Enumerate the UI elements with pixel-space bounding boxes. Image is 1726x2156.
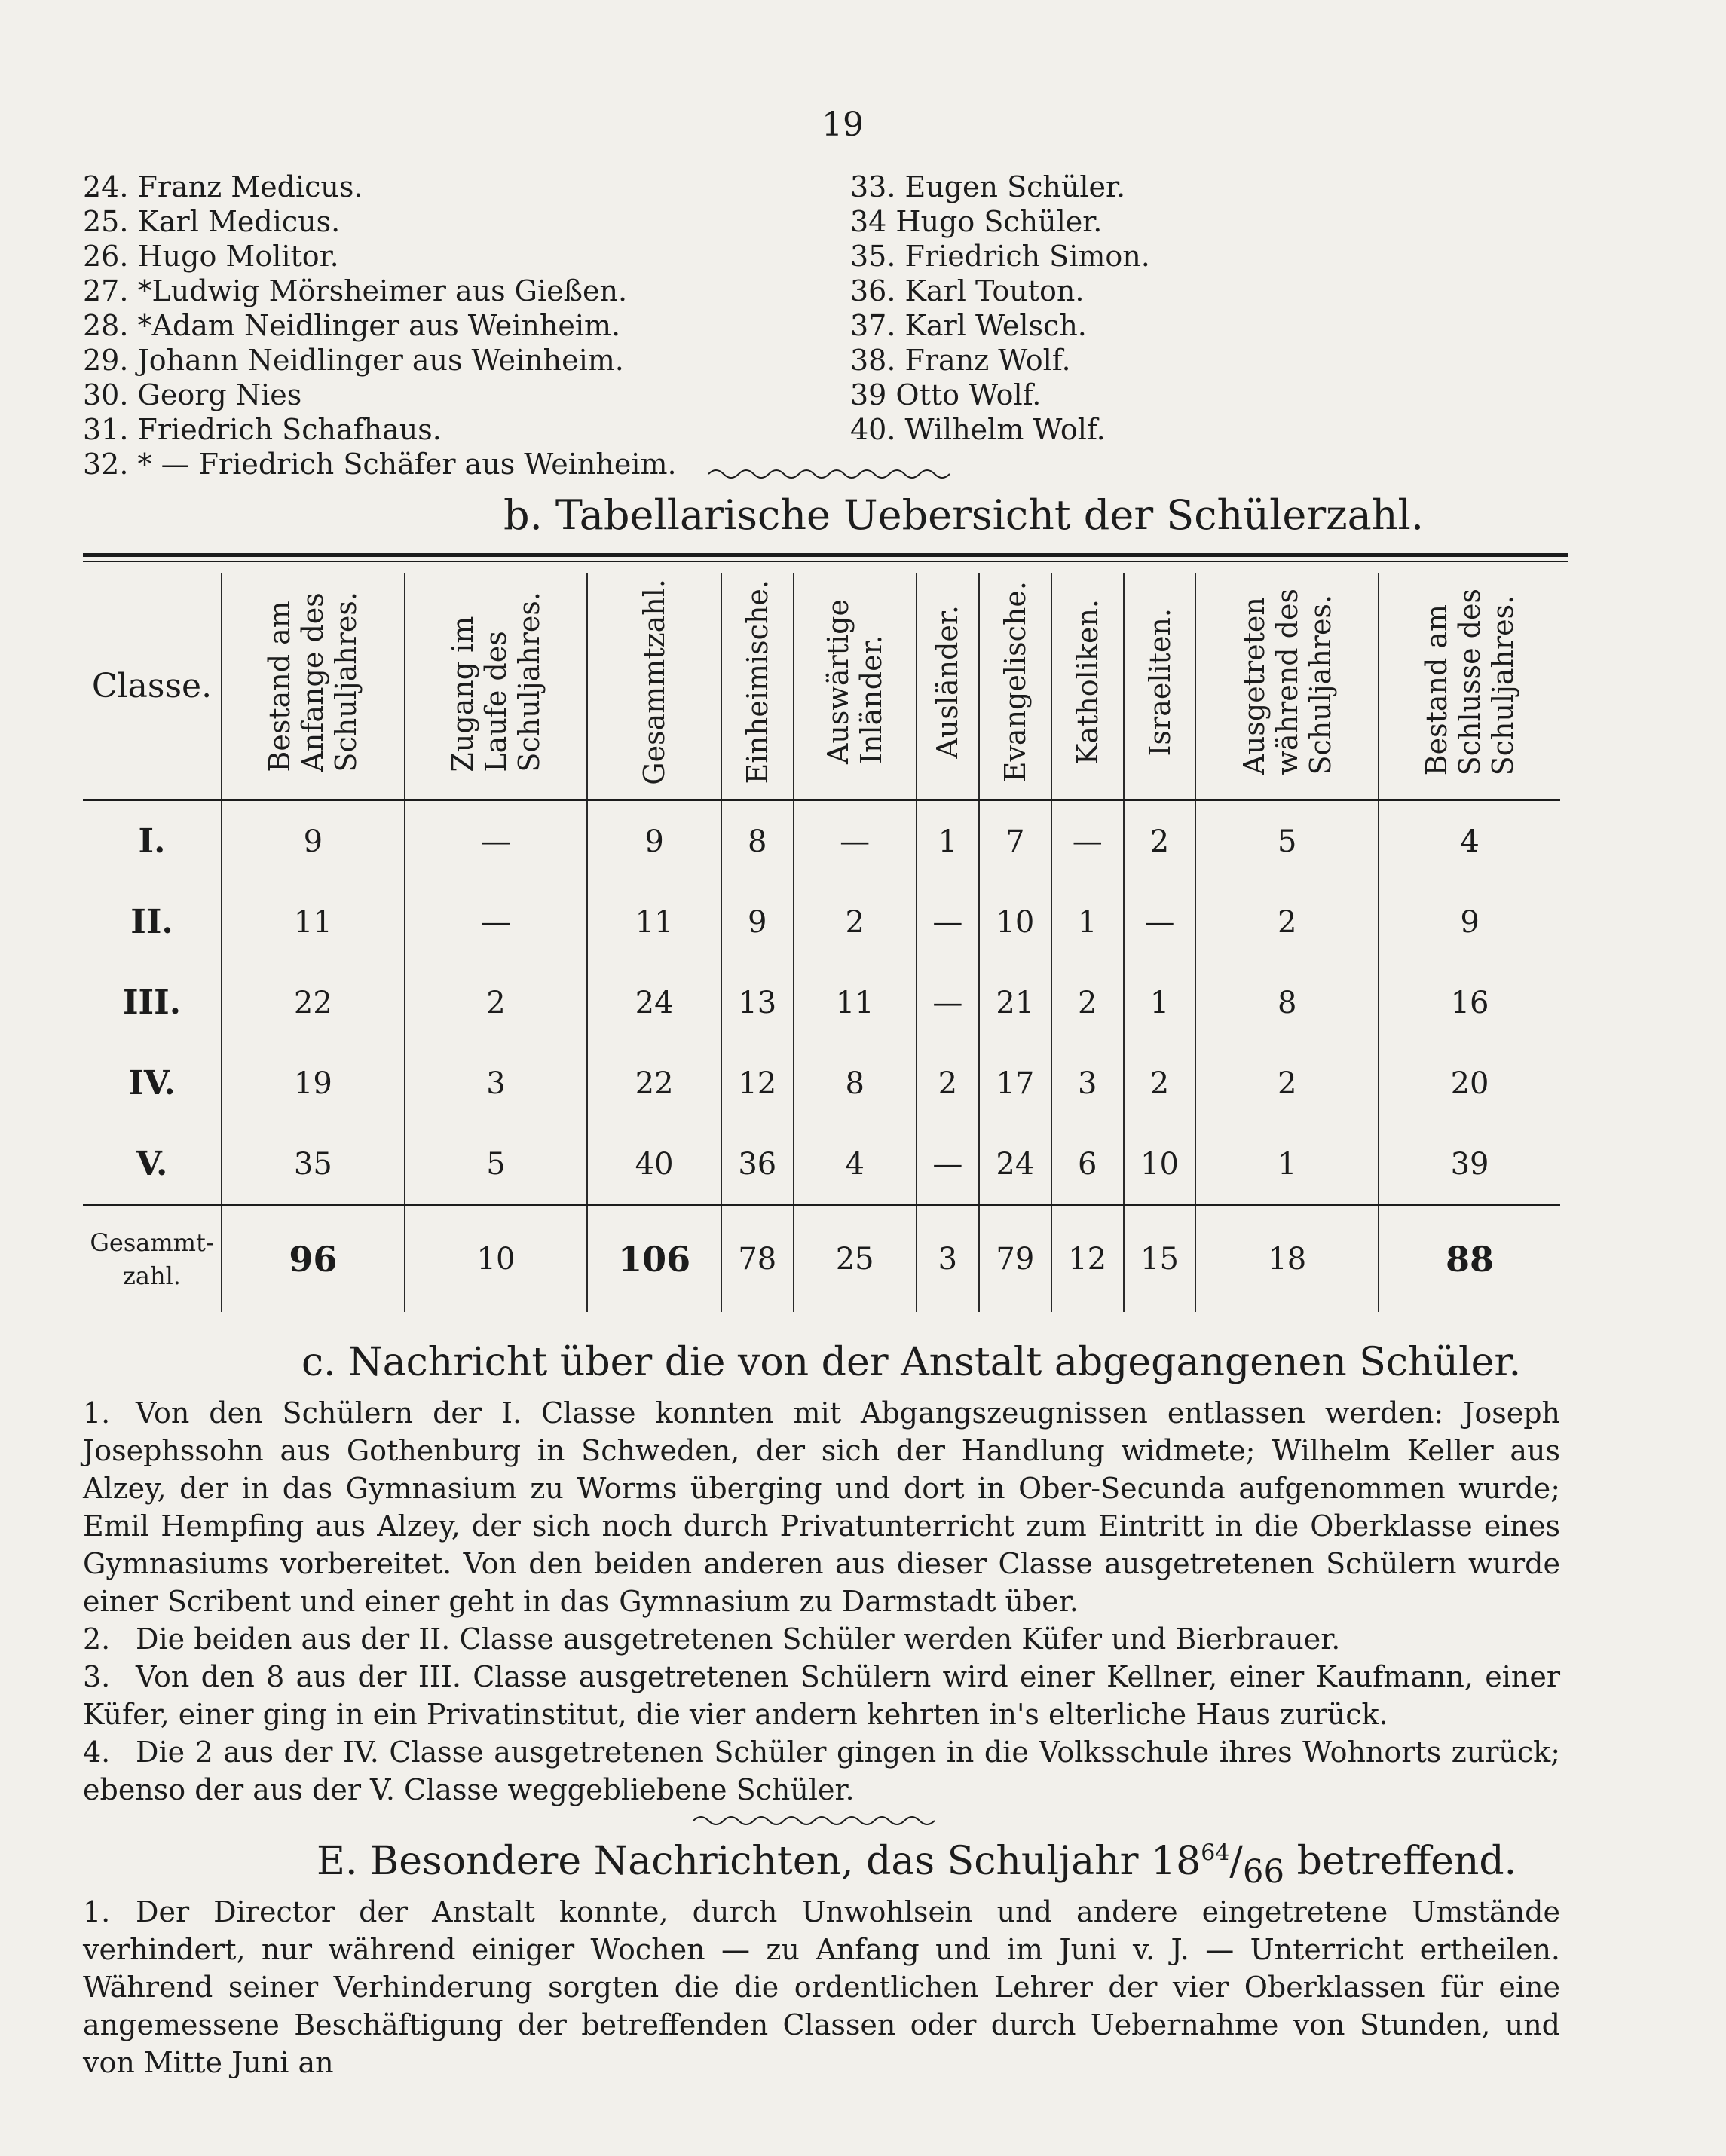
table-cell: 2 [1051,962,1124,1043]
header-cell [405,573,588,800]
paragraph [83,1658,1560,1733]
header-cell [1051,573,1124,800]
total-label-line: zahl. [123,1261,181,1290]
header-cell [1379,573,1560,800]
ornamental-divider [693,1812,935,1830]
table-cell: — [1051,800,1124,882]
paragraph-number: 3. [83,1660,111,1693]
table-cell: — [917,882,979,962]
section-e-title-post: betreffend. [1284,1839,1517,1884]
header-label: Bestand am Schlusse des Schuljahres. [1420,588,1520,776]
list-item: 25. Karl Medicus. [83,205,341,238]
list-item: 32. * — Friedrich Schäfer aus Weinheim. [83,448,677,481]
header-cell [721,573,794,800]
table-cell: 22 [222,962,405,1043]
total-cell: 3 [917,1206,979,1313]
header-cell [1124,573,1196,800]
list-item: 31. Friedrich Schafhaus. [83,413,442,446]
table-cell: 5 [405,1124,588,1206]
table-cell: 2 [1124,1043,1196,1124]
total-cell: 12 [1051,1206,1124,1313]
paragraph [83,1733,1560,1809]
list-item: 27. *Ludwig Mörsheimer aus Gießen. [83,274,628,307]
list-item: 40. Wilhelm Wolf. [850,413,1106,446]
total-cell: 18 [1195,1206,1379,1313]
table-cell: — [405,882,588,962]
table-cell: 12 [721,1043,794,1124]
header-label: Katholiken. [1070,598,1104,766]
table-cell: — [1124,882,1196,962]
table-cell: — [917,962,979,1043]
header-label: Israeliten. [1143,607,1177,757]
total-cell: 25 [794,1206,917,1313]
paragraph-number: 1. [83,1895,111,1928]
table-cell: 2 [917,1043,979,1124]
paragraph-number: 2. [83,1622,111,1656]
header-cell [1195,573,1379,800]
list-item: 26. Hugo Molitor. [83,240,339,273]
list-item: 35. Friedrich Simon. [850,240,1150,273]
list-item: 24. Franz Medicus. [83,170,363,203]
header-cell [794,573,917,800]
total-cell: 96 [222,1206,405,1313]
paragraph-text: Die 2 aus der IV. Classe ausgetretenen Schüler gingen in die Volksschule ihres Wohnorts zurück; ebenso der aus der V. Classe weggebliebene Schüler. [83,1736,1560,1806]
table-cell: 2 [1195,882,1379,962]
header-label: Einheimische. [740,580,774,784]
paragraph-number: 1. [83,1396,111,1430]
paragraph-text: Die beiden aus der II. Classe ausgetretenen Schüler werden Küfer und Bierbrauer. [136,1622,1341,1656]
table-row [83,962,1560,1043]
table-cell: 8 [1195,962,1379,1043]
header-label: Zugang im Laufe des Schuljahres. [446,592,546,772]
table-cell: 35 [222,1124,405,1206]
list-item: 30. Georg Nies [83,378,302,411]
table-cell: 1 [917,800,979,882]
table-header-row [83,573,1560,800]
paragraph-text: Von den 8 aus der III. Classe ausgetretenen Schülern wird einer Kellner, einer Kaufmann, einer Küfer, einer ging in ein Privatinstitut, die vier andern kehrten in's elterliche Haus zurück. [83,1660,1560,1731]
section-b-heading: b. Tabellarische Uebersicht der Schülerzahl. [503,491,1424,539]
header-cell [587,573,721,800]
table-cell: 3 [405,1043,588,1124]
header-classe: Classe. [83,573,222,800]
table-cell: 2 [1124,800,1196,882]
table-top-rule-thin [83,561,1568,562]
table-cell: 10 [1124,1124,1196,1206]
table-cell: 9 [222,800,405,882]
table-cell: 9 [587,800,721,882]
table-cell: 1 [1195,1124,1379,1206]
list-item: 37. Karl Welsch. [850,309,1087,342]
header-cell [917,573,979,800]
student-list-right [850,170,1378,447]
table-cell: 2 [794,882,917,962]
section-e-title-pre: E. Besondere Nachrichten, das Schuljahr 18 [317,1839,1201,1884]
paragraph-text: Von den Schülern der I. Classe konnten mit Abgangszeugnissen entlassen werden: Joseph Josephssohn aus Gothenburg in Schweden, der sich der Handlung widmete; Wilhelm Keller aus Alzey, der in das Gymnasium zu Worms überging und dort in Ober-Secunda aufgenommen wurde; Emil Hempfing aus Alzey, der sich noch durch Privatunterricht zum Eintritt in die Oberklasse eines Gymnasiums vorbereitet. Von den beiden anderen aus dieser Classe ausgetretenen Schülern wurde einer Scribent und einer geht in das Gymnasium zu Darmstadt über. [83,1396,1560,1618]
table-cell: V. [136,1145,168,1183]
list-item: 36. Karl Touton. [850,274,1085,307]
total-cell: 79 [979,1206,1051,1313]
table-cell: 21 [979,962,1051,1043]
header-cell [222,573,405,800]
table-cell: 8 [721,800,794,882]
ornamental-divider [708,465,957,483]
table-cell: 11 [222,882,405,962]
table-cell: II. [130,903,173,941]
table-cell: 13 [721,962,794,1043]
table-cell: 7 [979,800,1051,882]
table-cell: 2 [405,962,588,1043]
total-cell: 106 [587,1206,721,1313]
table-cell: 11 [794,962,917,1043]
table-cell: 24 [979,1124,1051,1206]
total-cell: 78 [721,1206,794,1313]
table-cell: 8 [794,1043,917,1124]
paragraph [83,1893,1560,2081]
section-c-heading: c. Nachricht über die von der Anstalt abgegangenen Schüler. [301,1340,1522,1385]
paragraph-text: Der Director der Anstalt konnte, durch Unwohlsein und andere eingetretene Umstände verhindert, nur während einiger Wochen — zu Anfang und im Juni v. J. — Unterricht ertheilen. Während seiner Verhinderung sorgten die die ordentlichen Lehrer der vier Oberklassen für eine angemessene Beschäftigung der betreffenden Classen oder durch Uebernahme von Stunden, und von Mitte Juni an [83,1895,1560,2079]
section-e-year-sub: 66 [1242,1853,1285,1891]
section-e-slash: / [1229,1839,1243,1884]
table-cell: 6 [1051,1124,1124,1206]
table-cell: 20 [1379,1043,1560,1124]
list-item: 38. Franz Wolf. [850,344,1071,377]
table-cell: 17 [979,1043,1051,1124]
section-e-heading [317,1839,1516,1891]
header-label: Evangelische. [998,581,1032,783]
table-cell: 1 [1124,962,1196,1043]
table-cell: 11 [587,882,721,962]
page-number: 19 [822,106,864,144]
table-cell: 19 [222,1043,405,1124]
table-cell: 40 [587,1124,721,1206]
table-cell: 1 [1051,882,1124,962]
table-cell: I. [138,822,166,861]
list-item: 28. *Adam Neidlinger aus Weinheim. [83,309,621,342]
total-cell: 15 [1124,1206,1196,1313]
total-cell: 10 [405,1206,588,1313]
paragraph [83,1394,1560,1620]
table-cell: 2 [1195,1043,1379,1124]
total-cell: 88 [1379,1206,1560,1313]
table-cell: IV. [128,1064,176,1102]
header-label: Ausländer. [931,605,965,759]
table-total-row [83,1206,1560,1313]
header-label: Bestand am Anfange des Schuljahres. [263,592,363,772]
table-cell: 16 [1379,962,1560,1043]
total-label-line: Gesammt- [90,1228,214,1257]
table-row [83,800,1560,882]
table-cell: 39 [1379,1124,1560,1206]
table-cell: 10 [979,882,1051,962]
table-cell: 9 [1379,882,1560,962]
table-cell: 36 [721,1124,794,1206]
list-item: 39 Otto Wolf. [850,378,1042,411]
table-cell: 5 [1195,800,1379,882]
list-item: 33. Eugen Schüler. [850,170,1126,203]
list-item: 34 Hugo Schüler. [850,205,1103,238]
table-cell: — [794,800,917,882]
table-cell: 4 [1379,800,1560,882]
section-e-year-sup: 64 [1201,1839,1230,1867]
table-cell: 24 [587,962,721,1043]
list-item: 29. Johann Neidlinger aus Weinheim. [83,344,624,377]
student-list-left [83,170,837,482]
paragraph-number: 4. [83,1736,111,1769]
student-count-table [83,573,1560,1312]
header-label: Auswärtige Inländer. [822,599,889,765]
table-row [83,1124,1560,1206]
table-cell: 22 [587,1043,721,1124]
table-row [83,1043,1560,1124]
header-cell [979,573,1051,800]
table-cell: III. [122,983,182,1022]
table-row [83,882,1560,962]
table-cell: 3 [1051,1043,1124,1124]
header-label: Gesammtzahl. [638,579,672,785]
table-cell: — [405,800,588,882]
header-label: Ausgetreten während des Schuljahres. [1237,589,1337,775]
paragraph [83,1620,1560,1658]
table-cell: — [917,1124,979,1206]
table-cell: 4 [794,1124,917,1206]
total-label [83,1206,222,1313]
table-cell: 9 [721,882,794,962]
table-top-rule [83,553,1568,557]
